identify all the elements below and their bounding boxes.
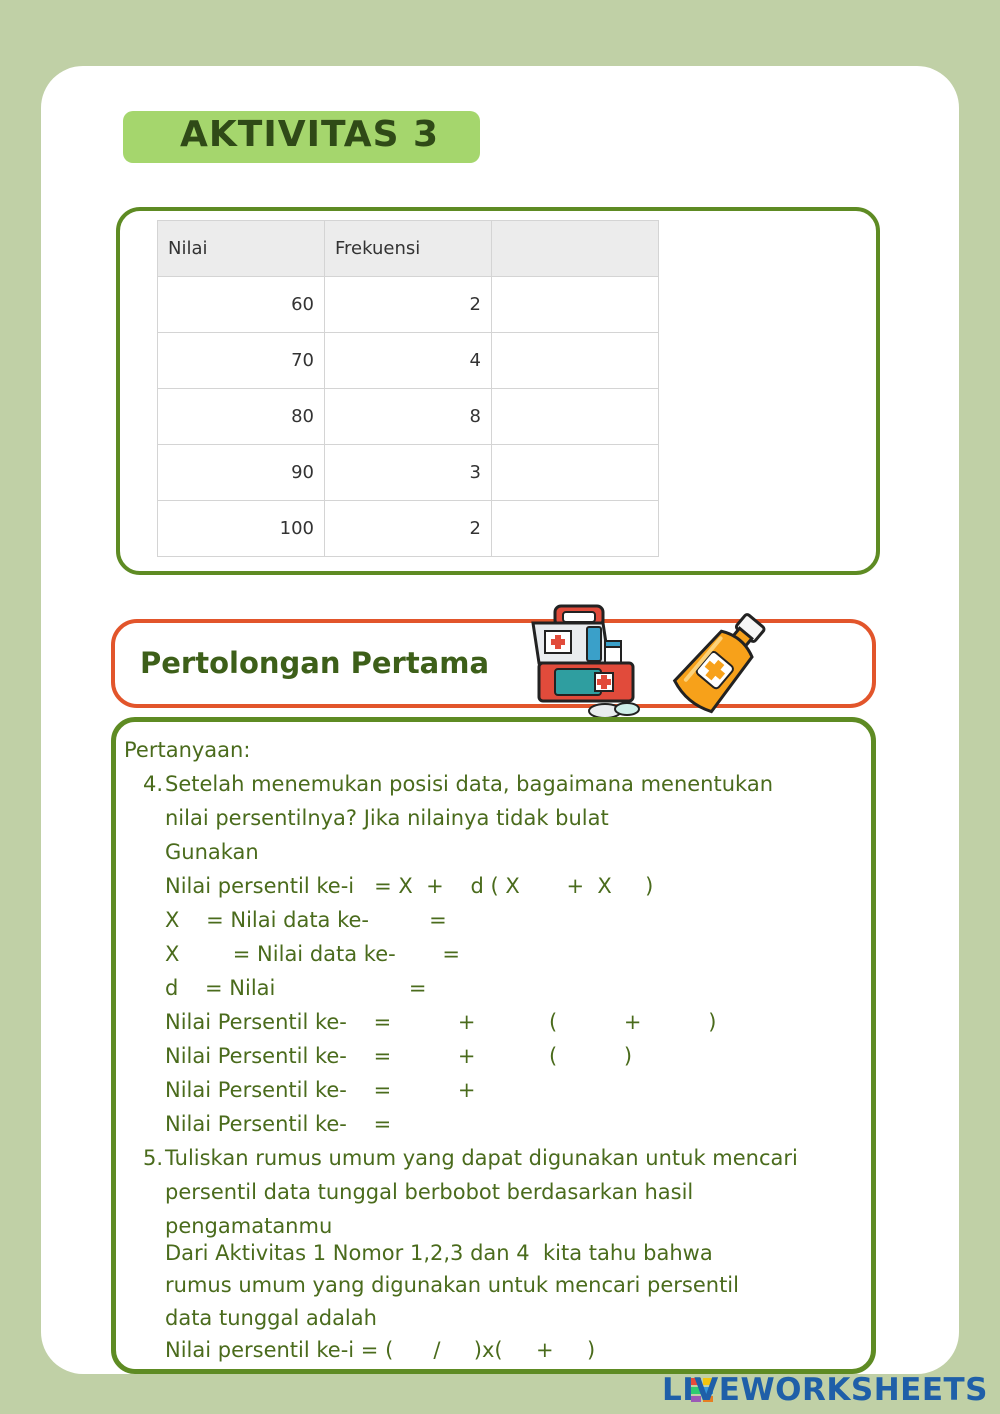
q4-line: Gunakan [165, 840, 259, 864]
cell-nilai: 70 [158, 333, 325, 389]
q4-line: nilai persentilnya? Jika nilainya tidak bulat [165, 806, 609, 830]
table-row [158, 389, 659, 445]
page-title: AKTIVITAS 3 [180, 114, 440, 155]
table-row [158, 277, 659, 333]
q4-line: Setelah menemukan posisi data, bagaimana menentukan [165, 772, 774, 796]
cell-frekuensi: 2 [325, 501, 492, 557]
question-5-number: 5. [143, 1146, 164, 1170]
header-frekuensi: Frekuensi [325, 221, 492, 277]
table-row [158, 501, 659, 557]
q4-formula-line: Nilai Persentil ke- = + [165, 1078, 476, 1102]
q5-line: pengamatanmu [165, 1214, 333, 1238]
q4-formula-line: Nilai Persentil ke- = + ( + ) [165, 1010, 717, 1034]
cell-answer[interactable] [492, 501, 659, 557]
cell-nilai: 60 [158, 277, 325, 333]
cell-answer[interactable] [492, 389, 659, 445]
cell-answer[interactable] [492, 277, 659, 333]
watermark: LIVEWORKSHEETS [662, 1372, 988, 1408]
q5-answer-line: rumus umum yang digunakan untuk mencari persentil [165, 1273, 739, 1297]
cell-nilai: 90 [158, 445, 325, 501]
cell-frekuensi: 3 [325, 445, 492, 501]
q5-answer-line: data tunggal adalah [165, 1306, 377, 1330]
cell-frekuensi: 2 [325, 277, 492, 333]
medicine-bottle-icon [666, 610, 774, 718]
cell-frekuensi: 4 [325, 333, 492, 389]
cell-answer[interactable] [492, 445, 659, 501]
table-row [158, 333, 659, 389]
q4-formula-line: Nilai Persentil ke- = [165, 1112, 392, 1136]
cell-nilai: 80 [158, 389, 325, 445]
q5-answer-line: Dari Aktivitas 1 Nomor 1,2,3 dan 4 kita tahu bahwa [165, 1241, 713, 1265]
q4-formula-line: Nilai Persentil ke- = + ( ) [165, 1044, 633, 1068]
q4-formula-line: X = Nilai data ke- = [165, 908, 447, 932]
cell-nilai: 100 [158, 501, 325, 557]
banner-title: Pertolongan Pertama [140, 646, 490, 680]
q5-formula-line: Nilai persentil ke-i = ( / )x( + ) [165, 1338, 596, 1362]
q5-line: persentil data tunggal berbobot berdasarkan hasil [165, 1180, 694, 1204]
q4-formula-line: d = Nilai = [165, 976, 427, 1000]
header-empty[interactable] [492, 221, 659, 277]
question-4-number: 4. [143, 772, 164, 796]
table-row [158, 445, 659, 501]
frequency-table [157, 220, 659, 557]
cell-answer[interactable] [492, 333, 659, 389]
first-aid-kit-icon [525, 603, 640, 721]
q5-line: Tuliskan rumus umum yang dapat digunakan untuk mencari [165, 1146, 798, 1170]
questions-heading: Pertanyaan: [124, 738, 251, 762]
q4-formula-line: Nilai persentil ke-i = X + d ( X + X ) [165, 874, 654, 898]
table-header-row [158, 221, 659, 277]
q4-formula-line: X = Nilai data ke- = [165, 942, 461, 966]
cell-frekuensi: 8 [325, 389, 492, 445]
header-nilai: Nilai [158, 221, 325, 277]
